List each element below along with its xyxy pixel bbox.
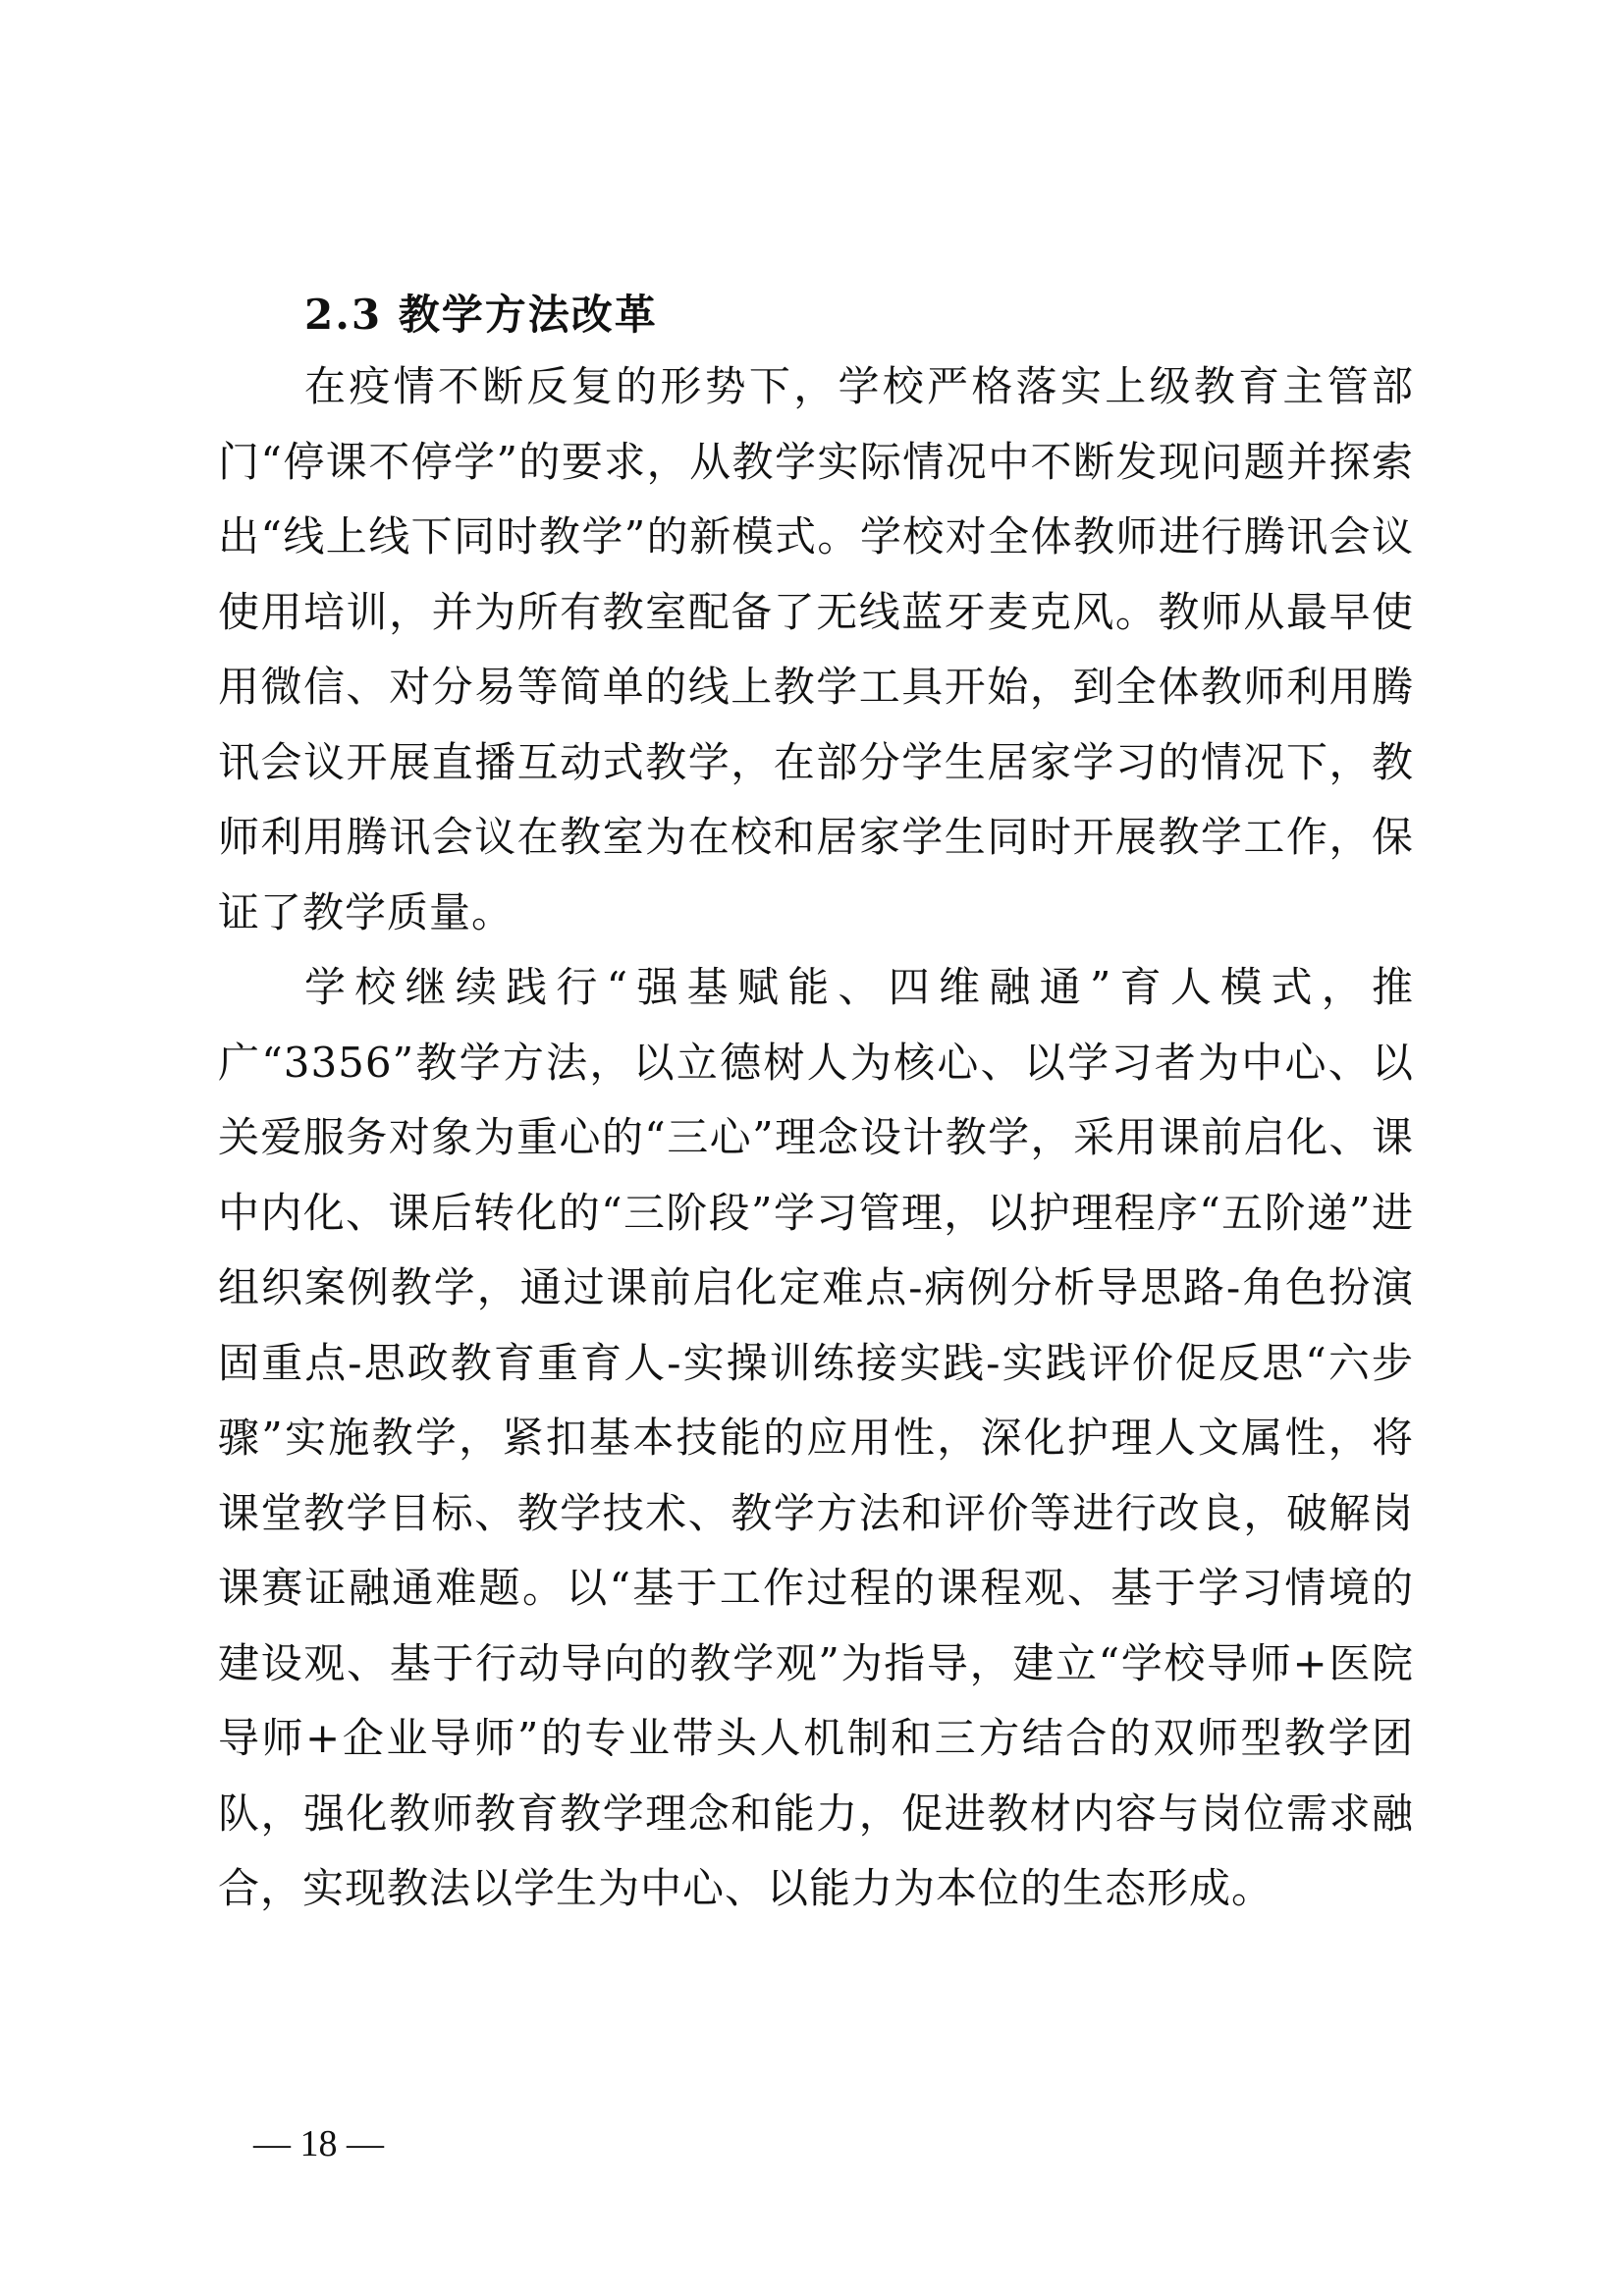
section-heading: 2.3 教学方法改革: [304, 291, 658, 339]
paragraph-teaching-methods: 学校继续践行“强基赋能、四维融通”育人模式，推广“3356”教学方法，以立德树人为核心、以学习者为中心、以关爱服务对象为重心的“三心”理念设计教学，采用课前启化、课中内化、课后转化的“三阶段”学习管理，以护理程序“五阶递”进组织案例教学，通过课前启化定难点-病例分析导思路-角色扮演固重点-思政教育重育人-实操训练接实践-实践评价促反思“六步骤”实施教学，紧扣基本技能的应用性，深化护理人文属性，将课堂教学目标、教学技术、教学方法和评价等进行改良，破解岗课赛证融通难题。以“基于工作过程的课程观、基于学习情境的建设观、基于行动导向的教学观”为指导，建立“学校导师+医院导师+企业导师”的专业带头人机制和三方结合的双师型教学团队，强化教师教育教学理念和能力，促进教材内容与岗位需求融合，实现教法以学生为中心、以能力为本位的生态形成。: [218, 963, 1414, 1912]
page-number: — 18 —: [253, 2123, 384, 2164]
paragraph-online-teaching: 在疫情不断反复的形势下，学校严格落实上级教育主管部门“停课不停学”的要求，从教学实际情况中不断发现问题并探索出“线上线下同时教学”的新模式。学校对全体教师进行腾讯会议使用培训，并为所有教室配备了无线蓝牙麦克风。教师从最早使用微信、对分易等简单的线上教学工具开始，到全体教师利用腾讯会议开展直播互动式教学，在部分学生居家学习的情况下，教师利用腾讯会议在教室为在校和居家学生同时开展教学工作，保证了教学质量。: [218, 362, 1414, 936]
body-text: [218, 349, 1414, 1927]
